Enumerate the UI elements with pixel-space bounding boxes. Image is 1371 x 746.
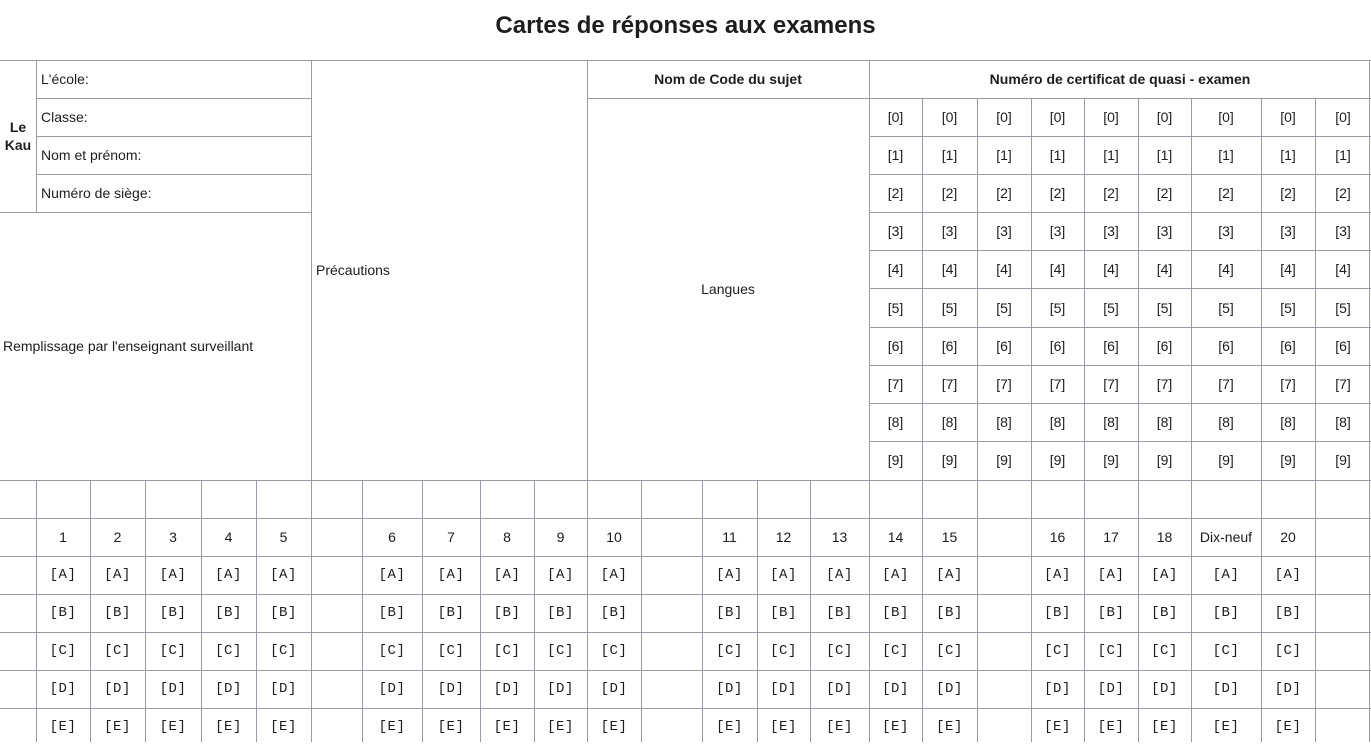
- question-number: 20: [1280, 529, 1296, 545]
- certificate-digit: [0]: [1156, 109, 1173, 125]
- answer-option: [C]: [882, 643, 909, 659]
- certificate-digit: [9]: [1156, 452, 1173, 468]
- answer-option: [C]: [1097, 643, 1125, 659]
- certificate-digit: [1]: [941, 147, 958, 163]
- answer-option: [A]: [716, 567, 743, 583]
- answer-option: [D]: [1044, 681, 1071, 697]
- certificate-digit: [9]: [1049, 452, 1066, 468]
- answer-option: [D]: [437, 681, 465, 697]
- answer-option: [A]: [493, 567, 521, 583]
- certificate-digit: [2]: [1049, 185, 1066, 201]
- certificate-digit: [4]: [1156, 261, 1173, 277]
- answer-option: [A]: [882, 567, 909, 583]
- certificate-digit: [4]: [1280, 261, 1296, 277]
- answer-option: [A]: [826, 567, 853, 583]
- answer-option: [E]: [936, 719, 963, 735]
- certificate-digit: [2]: [1280, 185, 1296, 201]
- answer-option: [A]: [215, 567, 242, 583]
- certificate-digit: [8]: [1049, 414, 1066, 430]
- answer-option: [B]: [1044, 605, 1071, 621]
- certificate-digit: [6]: [1280, 338, 1296, 354]
- answer-option: [C]: [493, 643, 521, 659]
- answer-option: [E]: [1274, 719, 1302, 735]
- certificate-digit: [2]: [1103, 185, 1119, 201]
- answer-option: [B]: [1097, 605, 1125, 621]
- answer-option: [B]: [770, 605, 797, 621]
- answer-option: [C]: [936, 643, 963, 659]
- question-number: 9: [556, 529, 565, 545]
- answer-option: [D]: [215, 681, 242, 697]
- proctor-label: Remplissage par l'enseignant surveillant: [3, 338, 254, 354]
- answer-option: [B]: [378, 605, 406, 621]
- certificate-digit: [7]: [887, 376, 904, 392]
- certificate-digit: [8]: [887, 414, 904, 430]
- certificate-digit: [1]: [1335, 147, 1351, 163]
- certificate-digit: [0]: [1218, 109, 1234, 125]
- certificate-digit: [2]: [887, 185, 904, 201]
- precautions-label: Précautions: [316, 262, 390, 278]
- answer-option: [E]: [378, 719, 406, 735]
- certificate-digit: [0]: [1103, 109, 1119, 125]
- answer-option: [E]: [270, 719, 297, 735]
- answer-option: [C]: [378, 643, 406, 659]
- certificate-digit: [7]: [1049, 376, 1066, 392]
- certificate-digit: [0]: [887, 109, 904, 125]
- certificate-digit: [9]: [887, 452, 904, 468]
- answer-option: [E]: [1044, 719, 1071, 735]
- grid-line: [641, 480, 642, 742]
- answer-option: [B]: [493, 605, 521, 621]
- answer-option: [B]: [826, 605, 853, 621]
- certificate-digit: [5]: [1218, 299, 1234, 316]
- answer-option: [B]: [49, 605, 77, 621]
- question-number: 1: [59, 529, 67, 545]
- certificate-digit: [2]: [1156, 185, 1173, 201]
- answer-option: [C]: [104, 643, 131, 659]
- certificate-digit: [0]: [1049, 109, 1066, 125]
- answer-option: [A]: [270, 567, 297, 583]
- certificate-digit: [1]: [1218, 147, 1234, 163]
- question-number: 10: [606, 529, 622, 545]
- answer-option: [A]: [1151, 567, 1178, 583]
- answer-option: [D]: [49, 681, 77, 697]
- answer-option: [A]: [1212, 567, 1240, 583]
- certificate-digit: [3]: [996, 223, 1012, 239]
- answer-option: [E]: [104, 719, 131, 735]
- answer-option: [C]: [600, 643, 628, 659]
- answer-option: [C]: [1151, 643, 1178, 659]
- certificate-digit: [7]: [1103, 376, 1119, 392]
- grid-line: [311, 480, 312, 742]
- certificate-digit: [6]: [1156, 338, 1173, 354]
- certificate-digit: [7]: [1218, 376, 1234, 392]
- info-field-label: Numéro de siège:: [41, 185, 152, 201]
- certificate-digit: [9]: [941, 452, 958, 468]
- question-number: 13: [831, 529, 848, 545]
- answer-option: [B]: [547, 605, 574, 621]
- answer-option: [B]: [936, 605, 963, 621]
- answer-option: [D]: [493, 681, 521, 697]
- certificate-digit: [8]: [941, 414, 958, 430]
- certificate-digit: [7]: [996, 376, 1012, 392]
- answer-option: [D]: [1274, 681, 1302, 697]
- answer-option: [C]: [770, 643, 797, 659]
- grid-line: [977, 480, 978, 742]
- question-number: 17: [1103, 529, 1119, 545]
- question-number: 16: [1049, 529, 1066, 545]
- answer-option: [D]: [826, 681, 853, 697]
- certificate-digit: [2]: [996, 185, 1012, 201]
- certificate-digit: [5]: [996, 299, 1012, 316]
- question-number: 4: [224, 529, 233, 545]
- grid-line: [1315, 480, 1316, 742]
- certificate-digit: [4]: [996, 261, 1012, 277]
- answer-option: [D]: [547, 681, 574, 697]
- certificate-digit: [6]: [1335, 338, 1351, 354]
- answer-option: [B]: [716, 605, 743, 621]
- certificate-digit: [6]: [996, 338, 1012, 354]
- answer-option: [E]: [1151, 719, 1178, 735]
- certificate-digit: [7]: [1156, 376, 1173, 392]
- certificate-digit: [0]: [996, 109, 1012, 125]
- certificate-digit: [7]: [941, 376, 958, 392]
- certificate-digit: [3]: [1156, 223, 1173, 239]
- answer-option: [C]: [547, 643, 574, 659]
- answer-option: [C]: [437, 643, 465, 659]
- page-title: Cartes de réponses aux examens: [495, 12, 876, 39]
- answer-option: [B]: [159, 605, 187, 621]
- answer-option: [D]: [270, 681, 297, 697]
- answer-option: [A]: [936, 567, 963, 583]
- answer-option: [D]: [1212, 681, 1240, 697]
- answer-option: [A]: [437, 567, 465, 583]
- answer-option: [A]: [547, 567, 574, 583]
- answer-option: [D]: [770, 681, 797, 697]
- certificate-header: Numéro de certificat de quasi - examen: [989, 71, 1251, 87]
- answer-option: [C]: [1212, 643, 1240, 659]
- info-field-label: Classe:: [41, 109, 88, 125]
- stamp-label: Le Kau: [4, 119, 32, 153]
- answer-option: [A]: [104, 567, 131, 583]
- answer-option: [B]: [1151, 605, 1178, 621]
- certificate-digit: [4]: [1335, 261, 1351, 277]
- certificate-digit: [8]: [1156, 414, 1173, 430]
- answer-option: [B]: [104, 605, 131, 621]
- grid-line: [311, 60, 312, 480]
- certificate-digit: [5]: [1280, 299, 1296, 316]
- answer-option: [A]: [1097, 567, 1125, 583]
- question-number: Dix-neuf: [1199, 529, 1253, 545]
- certificate-digit: [3]: [1218, 223, 1234, 239]
- certificate-digit: [8]: [996, 414, 1012, 430]
- answer-option: [E]: [1097, 719, 1125, 735]
- answer-option: [E]: [437, 719, 465, 735]
- answer-option: [E]: [547, 719, 574, 735]
- certificate-digit: [6]: [1049, 338, 1066, 354]
- certificate-digit: [8]: [1335, 414, 1351, 430]
- certificate-digit: [5]: [1049, 299, 1066, 316]
- certificate-digit: [1]: [1280, 147, 1296, 163]
- certificate-digit: [0]: [1335, 109, 1351, 125]
- certificate-digit: [9]: [1280, 452, 1296, 468]
- answer-option: [E]: [493, 719, 521, 735]
- question-number: 7: [447, 529, 455, 545]
- answer-option: [D]: [159, 681, 187, 697]
- grid-line: [36, 60, 37, 212]
- answer-option: [C]: [159, 643, 187, 659]
- certificate-digit: [0]: [941, 109, 958, 125]
- answer-option: [D]: [104, 681, 131, 697]
- certificate-digit: [8]: [1103, 414, 1119, 430]
- question-number: 15: [941, 529, 958, 545]
- certificate-digit: [4]: [941, 261, 958, 277]
- answer-option: [B]: [882, 605, 909, 621]
- answer-option: [E]: [716, 719, 743, 735]
- answer-option: [E]: [770, 719, 797, 735]
- certificate-digit: [3]: [1335, 223, 1351, 239]
- answer-option: [D]: [1151, 681, 1178, 697]
- certificate-digit: [5]: [1335, 299, 1351, 316]
- certificate-digit: [7]: [1280, 376, 1296, 392]
- certificate-digit: [3]: [887, 223, 904, 239]
- certificate-digit: [9]: [1103, 452, 1119, 468]
- certificate-digit: [8]: [1280, 414, 1296, 430]
- certificate-digit: [9]: [1335, 452, 1351, 468]
- subject-code-header: Nom de Code du sujet: [654, 71, 802, 87]
- certificate-digit: [3]: [1280, 223, 1296, 239]
- certificate-digit: [1]: [887, 147, 904, 163]
- answer-option: [B]: [215, 605, 242, 621]
- certificate-digit: [9]: [1218, 452, 1234, 468]
- answer-option: [E]: [600, 719, 628, 735]
- certificate-digit: [1]: [1103, 147, 1119, 163]
- certificate-digit: [4]: [1103, 261, 1119, 277]
- question-number: 6: [388, 529, 396, 545]
- certificate-digit: [3]: [1049, 223, 1066, 239]
- answer-option: [C]: [49, 643, 77, 659]
- certificate-digit: [6]: [1103, 338, 1119, 354]
- answer-option: [E]: [49, 719, 77, 735]
- question-number: 18: [1156, 529, 1173, 545]
- answer-option: [D]: [378, 681, 406, 697]
- certificate-digit: [6]: [1218, 338, 1234, 354]
- answer-option: [E]: [159, 719, 187, 735]
- certificate-digit: [4]: [1218, 261, 1234, 277]
- answer-option: [E]: [882, 719, 909, 735]
- answer-option: [C]: [1274, 643, 1302, 659]
- answer-option: [E]: [215, 719, 242, 735]
- answer-option: [D]: [1097, 681, 1125, 697]
- certificate-digit: [9]: [996, 452, 1012, 468]
- answer-option: [E]: [1212, 719, 1240, 735]
- answer-option: [D]: [716, 681, 743, 697]
- certificate-digit: [5]: [887, 299, 904, 316]
- certificate-digit: [0]: [1280, 109, 1296, 125]
- answer-option: [C]: [1044, 643, 1071, 659]
- info-field-label: L'école:: [41, 71, 89, 87]
- certificate-digit: [1]: [1156, 147, 1173, 163]
- certificate-digit: [3]: [1103, 223, 1119, 239]
- answer-option: [C]: [716, 643, 743, 659]
- answer-option: [A]: [49, 567, 77, 583]
- answer-option: [D]: [936, 681, 963, 697]
- certificate-digit: [6]: [887, 338, 904, 354]
- certificate-digit: [2]: [1218, 185, 1234, 201]
- answer-option: [A]: [378, 567, 406, 583]
- answer-option: [C]: [826, 643, 853, 659]
- certificate-digit: [4]: [887, 261, 904, 277]
- question-number: 5: [279, 529, 288, 545]
- certificate-digit: [7]: [1335, 376, 1351, 392]
- grid-line: [1369, 480, 1370, 742]
- answer-option: [A]: [159, 567, 187, 583]
- certificate-digit: [1]: [996, 147, 1012, 163]
- answer-option: [A]: [1274, 567, 1302, 583]
- certificate-digit: [3]: [941, 223, 958, 239]
- info-field-label: Nom et prénom:: [41, 147, 142, 163]
- certificate-digit: [5]: [941, 299, 958, 316]
- question-number: 12: [775, 529, 792, 545]
- certificate-digit: [6]: [941, 338, 958, 354]
- question-number: 8: [503, 529, 511, 545]
- answer-option: [A]: [600, 567, 628, 583]
- question-number: 14: [887, 529, 904, 545]
- answer-option: [E]: [826, 719, 853, 735]
- answer-option: [C]: [270, 643, 297, 659]
- question-number: 2: [113, 529, 122, 545]
- certificate-digit: [5]: [1156, 299, 1173, 316]
- answer-option: [B]: [600, 605, 628, 621]
- answer-option: [A]: [770, 567, 797, 583]
- question-number: 11: [722, 529, 737, 545]
- certificate-digit: [8]: [1218, 414, 1234, 430]
- certificate-digit: [4]: [1049, 261, 1066, 277]
- answer-option: [B]: [1274, 605, 1302, 621]
- answer-option: [A]: [1044, 567, 1071, 583]
- answer-option: [B]: [1212, 605, 1240, 621]
- answer-option: [B]: [270, 605, 297, 621]
- grid-line: [0, 480, 1371, 481]
- certificate-digit: [1]: [1049, 147, 1066, 163]
- certificate-digit: [2]: [941, 185, 958, 201]
- answer-option: [D]: [600, 681, 628, 697]
- certificate-digit: [2]: [1335, 185, 1351, 201]
- languages-label: Langues: [701, 281, 755, 297]
- question-number: 3: [169, 529, 177, 545]
- answer-option: [C]: [215, 643, 242, 659]
- certificate-digit: [5]: [1103, 299, 1119, 316]
- answer-option: [D]: [882, 681, 909, 697]
- answer-option: [B]: [437, 605, 465, 621]
